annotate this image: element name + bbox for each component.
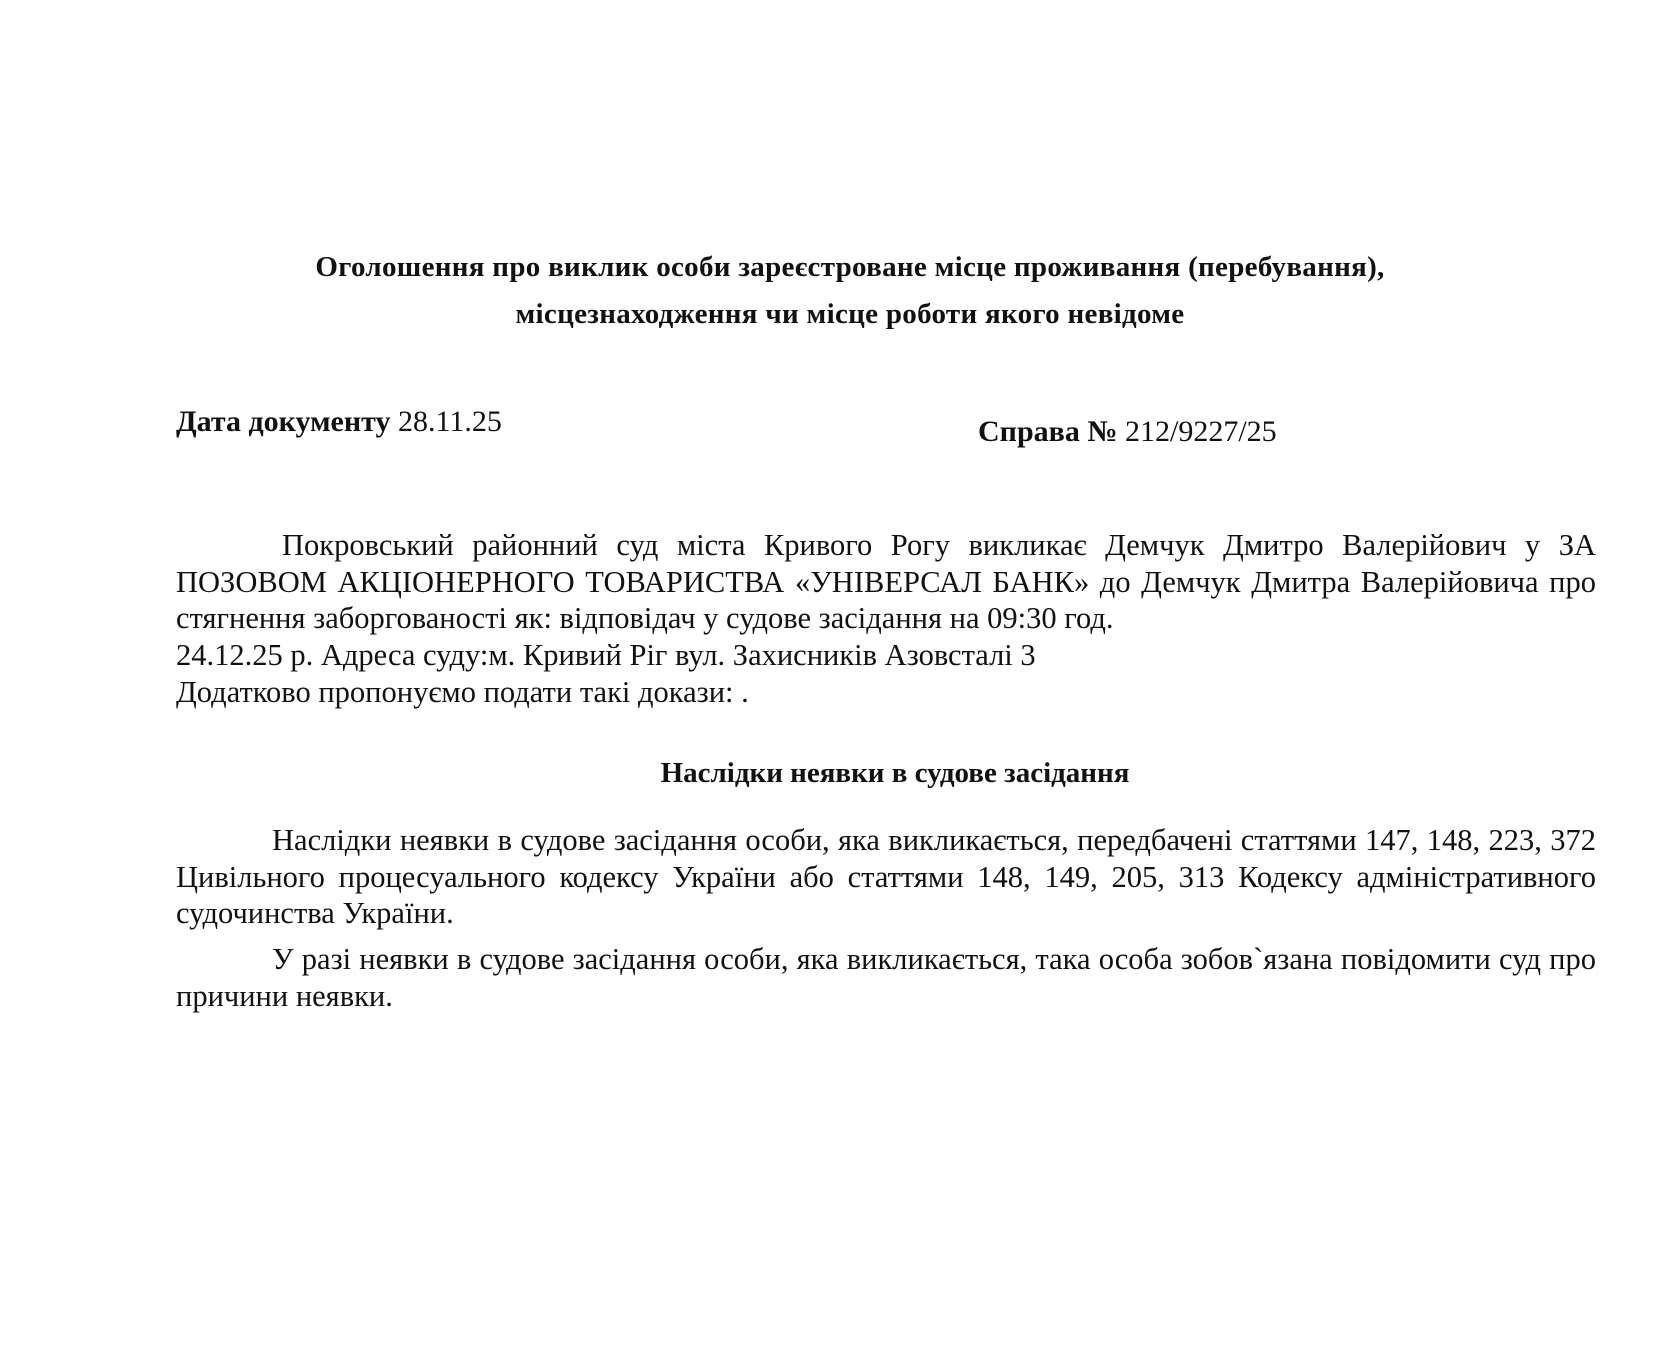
document-title-line-2: місцезнаходження чи місце роботи якого невідоме	[515, 298, 1185, 330]
summons-paragraph: Покровський районний суд міста Кривого Рогу викликає Демчук Дмитро Валерійович у ЗА ПОЗОВОМ АКЦІОНЕРНОГО ТОВАРИСТВА «УНІВЕРСАЛ БАНК» до Демчук Дмитра Валерійовича про стягнення заборгованості як: відповідач у судове засідання на 09:30 год.	[176, 528, 1596, 635]
consequences-paragraph: Наслідки неявки в судове засідання особи, яка викликається, передбачені статтями 147, 148, 223, 372 Цивільного процесуального кодексу України або статтями 148, 149, 205, 313 Кодексу адміністративного судочинства України.	[176, 823, 1596, 930]
document-title-line-1: Оголошення про виклик особи зареєстроване місце проживання (перебування),	[315, 251, 1385, 283]
document-date	[176, 404, 502, 440]
consequences-heading: Наслідки неявки в судове засідання	[660, 757, 1130, 789]
obligation-paragraph: У разі неявки в судове засідання особи, яка викликається, така особа зобов`язана повідомити суд про причини неявки.	[176, 942, 1596, 1013]
summons-details	[176, 637, 1596, 710]
case-number-label: Справа №	[978, 415, 1118, 448]
hearing-date-address: 24.12.25 р. Адреса суду:м. Кривий Ріг вул. Захисників Азовсталі 3	[176, 638, 1036, 672]
evidence-request: Додатково пропонуємо подати такі докази: .	[176, 674, 749, 709]
case-number-value: 212/9227/25	[1124, 415, 1277, 448]
document-date-label: Дата документу	[176, 405, 391, 438]
case-number	[978, 414, 1277, 450]
document-date-value: 28.11.25	[397, 405, 502, 438]
